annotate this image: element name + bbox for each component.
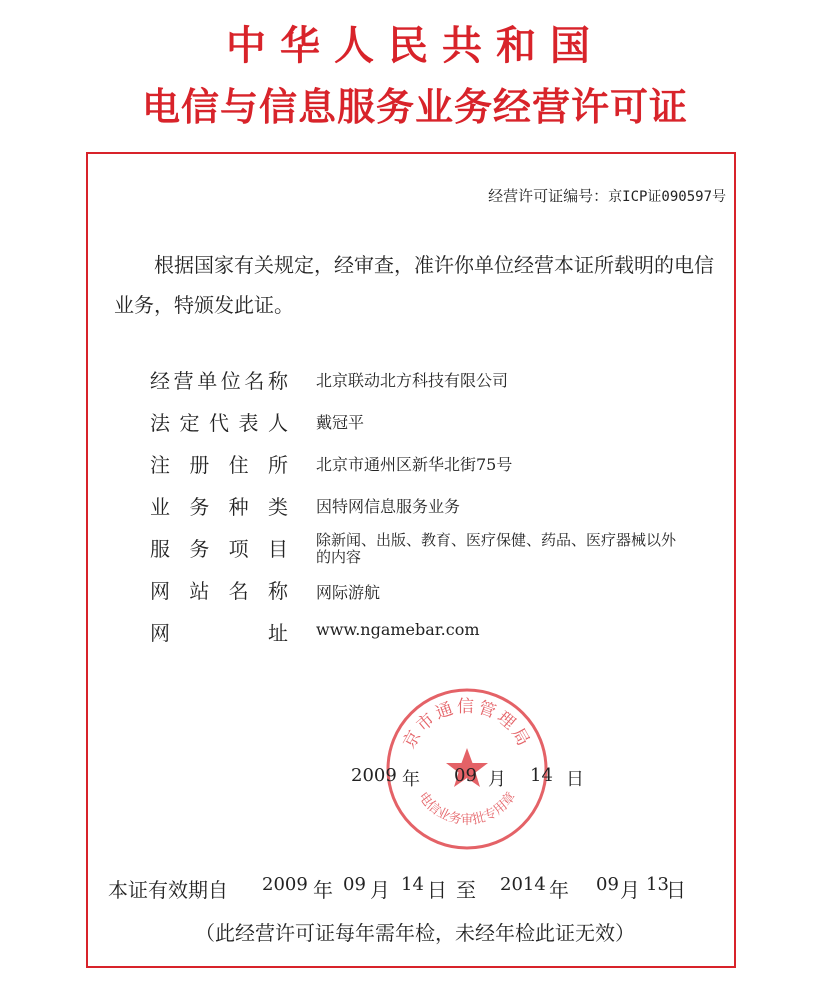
validity-from-day: 14 — [401, 874, 424, 895]
seal-top-text: 京市通信管理局 — [399, 697, 535, 753]
validity-to-month-unit: 月 — [620, 878, 640, 902]
issue-day: 14 — [530, 765, 553, 786]
field-value-site-name: 网际游航 — [316, 583, 381, 602]
validity-to-year-unit: 年 — [549, 878, 569, 902]
field-value-company: 北京联动北方科技有限公司 — [316, 371, 509, 390]
document-country-title: 中华人民共和国 — [226, 23, 604, 69]
intro-paragraph: 根据国家有关规定，经审查，准许你单位经营本证所载明的电信业务，特颁发此证。 — [114, 253, 714, 317]
field-label-company: 经营单位名称 — [150, 369, 288, 393]
field-label-business-type: 业务种类 — [150, 495, 288, 519]
issue-month-unit: 月 — [488, 769, 506, 790]
issue-day-unit: 日 — [566, 769, 584, 790]
issue-month: 09 — [454, 765, 477, 786]
field-label-representative: 法定代表人 — [150, 411, 288, 435]
document-license-title: 电信与信息服务业务经营许可证 — [141, 85, 688, 129]
validity-prefix: 本证有效期自 — [108, 878, 228, 902]
license-number — [488, 185, 726, 206]
validity-from-year: 2009 — [262, 874, 308, 895]
license-number-label: 经营许可证编号： — [488, 187, 609, 205]
field-value-business-type: 因特网信息服务业务 — [316, 497, 461, 516]
field-label-site-name: 网站名称 — [150, 579, 288, 603]
validity-to-word: 至 — [456, 878, 476, 902]
field-value-representative: 戴冠平 — [316, 413, 365, 432]
field-label-address: 注册住所 — [150, 453, 288, 477]
field-label-service-items: 服务项目 — [150, 537, 288, 561]
license-number-value: 京ICP证090597号 — [608, 189, 726, 205]
field-label-url: 网址 — [150, 621, 288, 645]
validity-from-year-unit: 年 — [313, 878, 333, 902]
field-value-url: www.ngamebar.com — [316, 620, 480, 639]
validity-to-year: 2014 — [500, 874, 546, 895]
issue-year: 2009 — [351, 765, 397, 786]
validity-to-day: 13 — [646, 874, 669, 895]
seal-bottom-text: 电信业务审批专用章 — [414, 789, 520, 828]
annual-inspection-note: （此经营许可证每年需年检，未经年检此证无效） — [195, 921, 635, 945]
validity-from-month: 09 — [343, 874, 366, 895]
field-value-service-items: 除新闻、出版、教育、医疗保健、药品、医疗器械以外的内容 — [316, 531, 677, 566]
validity-to-day-unit: 日 — [666, 878, 686, 902]
validity-from-month-unit: 月 — [370, 878, 390, 902]
validity-from-day-unit: 日 — [427, 878, 447, 902]
issue-year-unit: 年 — [402, 769, 420, 790]
validity-to-month: 09 — [596, 874, 619, 895]
field-value-address: 北京市通州区新华北街75号 — [316, 455, 513, 474]
